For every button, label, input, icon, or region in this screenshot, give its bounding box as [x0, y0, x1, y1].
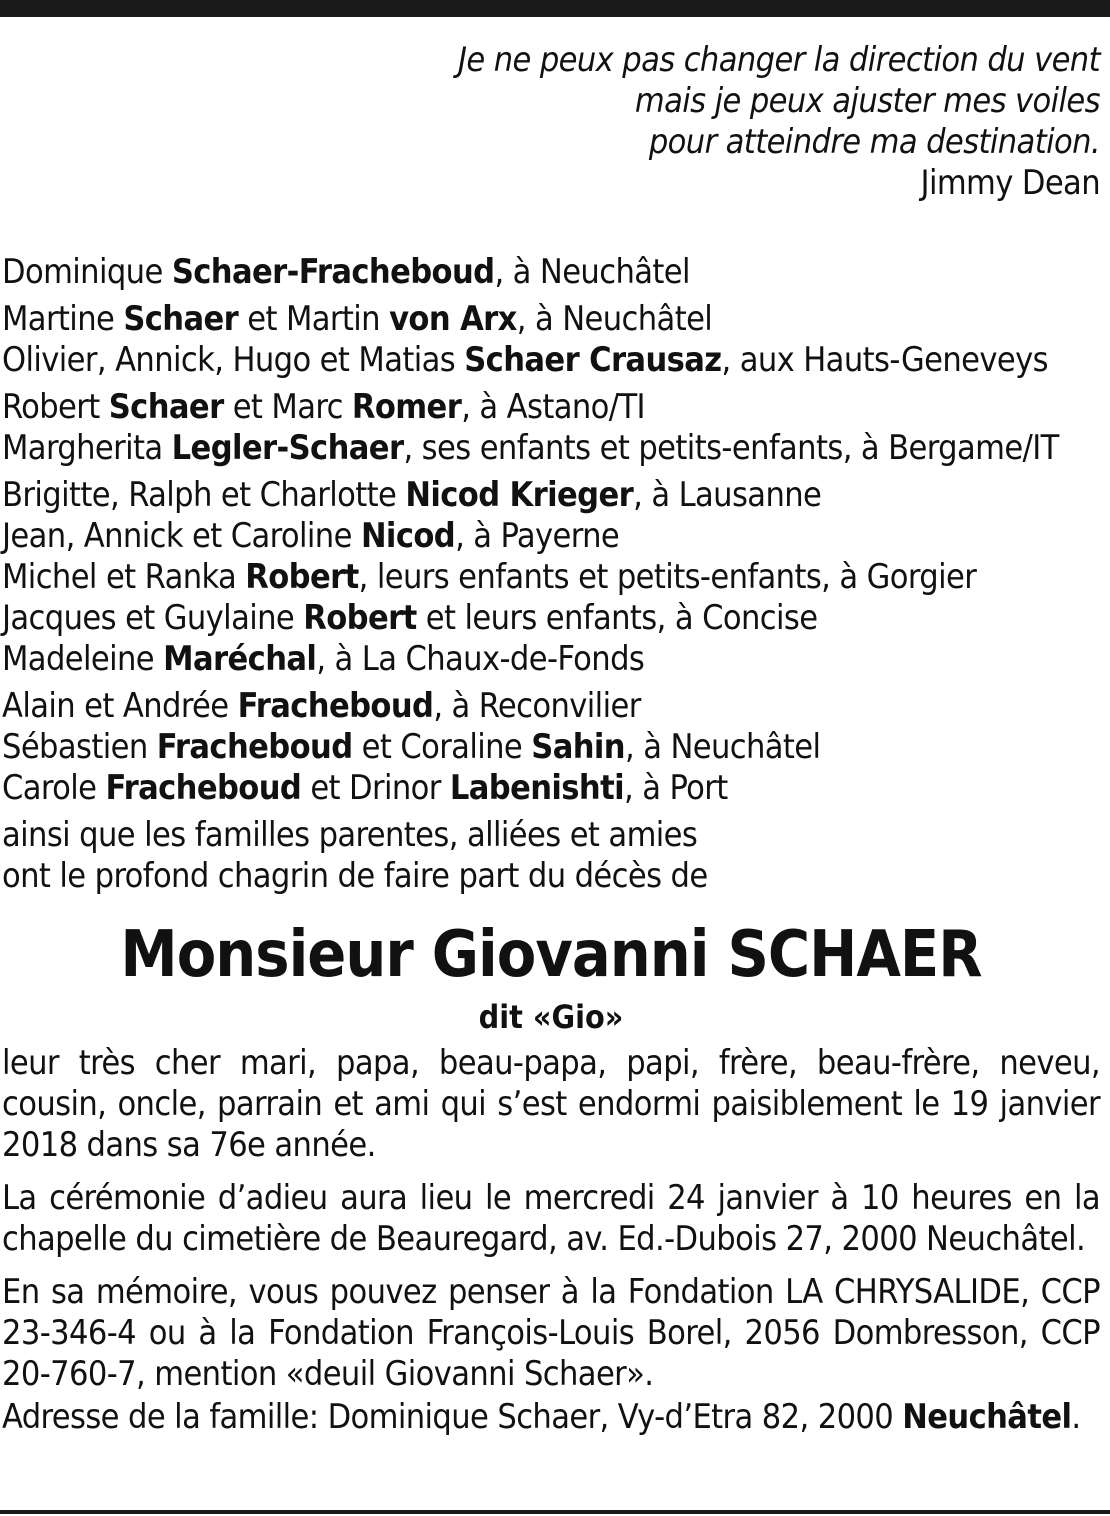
address-text: Adresse de la famille: Dominique Schaer, Vy-d’Etra 82, 2000 [2, 1397, 903, 1437]
family-text: Madeleine [2, 639, 164, 679]
family-text: , à Reconvilier [433, 686, 641, 726]
family-list [2, 252, 1100, 809]
family-text: Alain et Andrée [2, 686, 238, 726]
family-text: Olivier, Annick, Hugo et Matias [2, 340, 465, 380]
family-text: , leurs enfants et petits-enfants, à Gorgier [358, 557, 977, 597]
bottom-rule [0, 1510, 1110, 1514]
family-text: Sébastien [2, 727, 157, 767]
family-surname: Robert [303, 598, 417, 638]
family-member-line [2, 475, 1100, 516]
family-text: Robert [2, 387, 109, 427]
memorial-donation: En sa mémoire, vous pouvez penser à la Fondation LA CHRYSALIDE, CCP 23-346-4 ou à la Fondation François-Louis Borel, 2056 Dombresson, CCP 20-760-7, mention «deuil Giovanni Schaer». [2, 1272, 1100, 1394]
family-text: , à Lausanne [633, 475, 822, 515]
family-text: , ses enfants et petits-enfants, à Bergame/IT [403, 428, 1059, 468]
family-surname: Labenishti [449, 768, 624, 808]
family-surname: Schaer-Fracheboud [171, 252, 495, 292]
family-text: , aux Hauts-Geneveys [721, 340, 1048, 380]
family-text: , à Neuchâtel [516, 299, 713, 339]
quote-line: mais je peux ajuster mes voiles [634, 81, 1100, 121]
announcement-intro [2, 815, 1100, 897]
family-member-line [2, 727, 1100, 768]
deceased-nickname: dit «Gio» [478, 998, 624, 1036]
family-surname: Schaer [123, 299, 239, 339]
family-member-line [2, 686, 1100, 727]
intro-line: ainsi que les familles parentes, alliées et amies [2, 815, 698, 855]
family-surname: Schaer Crausaz [464, 340, 722, 380]
family-surname: Maréchal [163, 639, 317, 679]
family-member-line [2, 598, 1100, 639]
family-text: et Coraline [352, 727, 532, 767]
family-surname: Nicod [360, 516, 456, 556]
family-group [2, 475, 1100, 680]
family-surname: Schaer [108, 387, 224, 427]
family-member-line [2, 516, 1100, 557]
deceased-description: leur très cher mari, papa, beau-papa, papi, frère, beau-frère, neveu, cousin, oncle, parrain et ami qui s’est endormi paisiblement le 19 janvier 2018 dans sa 76e année. [2, 1043, 1100, 1165]
family-text: et leurs enfants, à Concise [416, 598, 818, 638]
family-member-line [2, 340, 1100, 381]
ceremony-details: La cérémonie d’adieu aura lieu le mercredi 24 janvier à 10 heures en la chapelle du cimetière de Beauregard, av. Ed.-Dubois 27, 2000 Neuchâtel. [2, 1178, 1100, 1259]
family-text: et Martin [238, 299, 390, 339]
family-text: , à La Chaux-de-Fonds [316, 639, 645, 679]
family-member-line [2, 639, 1100, 680]
family-member-line [2, 387, 1100, 428]
intro-line: ont le profond chagrin de faire part du décès de [2, 856, 708, 896]
family-surname: Fracheboud [105, 768, 302, 808]
family-group [2, 299, 1100, 381]
quote-line: pour atteindre ma destination. [648, 122, 1100, 162]
family-surname: Robert [245, 557, 359, 597]
family-text: , à Astano/TI [461, 387, 645, 427]
quote-author: Jimmy Dean [920, 163, 1100, 203]
family-text: Michel et Ranka [2, 557, 246, 597]
family-text: Dominique [2, 252, 172, 292]
family-text: Brigitte, Ralph et Charlotte [2, 475, 406, 515]
family-surname: Legler-Schaer [171, 428, 404, 468]
family-surname: Fracheboud [237, 686, 434, 726]
family-text: , à Neuchâtel [624, 727, 821, 767]
family-text: et Drinor [301, 768, 450, 808]
family-text: Margherita [2, 428, 172, 468]
family-text: , à Neuchâtel [494, 252, 690, 292]
family-text: Martine [2, 299, 124, 339]
epigraph-quote [2, 40, 1100, 204]
family-member-line [2, 299, 1100, 340]
family-text: Carole [2, 768, 106, 808]
family-member-line [2, 768, 1100, 809]
top-rule [0, 0, 1110, 17]
family-surname: von Arx [389, 299, 517, 339]
family-group [2, 387, 1100, 469]
family-text: et Marc [223, 387, 352, 427]
family-address [2, 1397, 1100, 1438]
address-period: . [1071, 1397, 1081, 1437]
quote-line: Je ne peux pas changer la direction du vent [457, 40, 1100, 80]
family-text: Jacques et Guylaine [2, 598, 304, 638]
family-text: , à Port [624, 768, 728, 808]
family-member-line [2, 428, 1100, 469]
family-surname: Fracheboud [156, 727, 353, 767]
obituary-notice [2, 40, 1100, 1438]
family-surname: Nicod Krieger [405, 475, 634, 515]
deceased-name: Monsieur Giovanni SCHAER [120, 918, 982, 992]
family-surname: Romer [351, 387, 462, 427]
family-text: , à Payerne [455, 516, 620, 556]
family-group [2, 686, 1100, 809]
address-city: Neuchâtel [902, 1397, 1072, 1437]
family-member-line [2, 557, 1100, 598]
family-surname: Sahin [531, 727, 625, 767]
family-text: Jean, Annick et Caroline [2, 516, 361, 556]
family-group [2, 252, 1100, 293]
family-member-line [2, 252, 1100, 293]
